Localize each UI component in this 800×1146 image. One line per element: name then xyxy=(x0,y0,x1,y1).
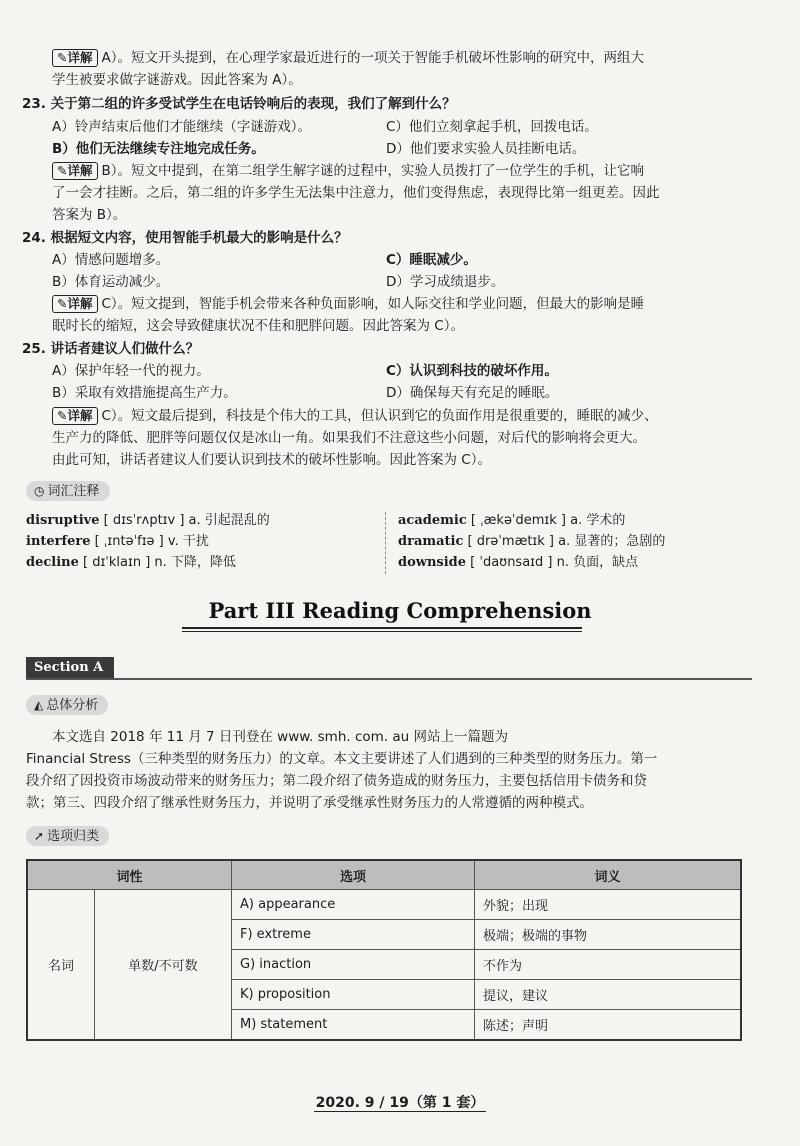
subtype-cell: 单数/不可数 xyxy=(95,890,232,1041)
explain-tag: ✎详解 xyxy=(52,295,98,313)
meaning-cell: 不作为 xyxy=(475,950,742,980)
q25-option-c: C）认识到科技的破坏作用。 xyxy=(386,363,558,379)
vocab-item: downside [ ˈdaʊnsaɪd ] n. 负面，缺点 xyxy=(398,555,639,570)
meaning-cell: 极端；极端的事物 xyxy=(475,920,742,950)
explain-tag: ✎详解 xyxy=(52,49,98,67)
options-table xyxy=(26,859,742,1041)
vocab-item: academic [ ˌækəˈdemɪk ] a. 学术的 xyxy=(398,513,626,528)
q24-option-c: C）睡眠减少。 xyxy=(386,252,477,268)
q25-option-b: B）采取有效措施提高生产力。 xyxy=(52,385,237,401)
q23-option-b: B）他们无法继续专注地完成任务。 xyxy=(52,141,265,157)
vocab-item: disruptive [ dɪsˈrʌptɪv ] a. 引起混乱的 xyxy=(26,513,270,528)
title-rule xyxy=(182,627,582,629)
title-rule-thin xyxy=(182,631,582,632)
option-cell: M) statement xyxy=(232,1010,475,1041)
options-header: ➚ 选项归类 xyxy=(26,826,109,846)
meaning-cell: 提议，建议 xyxy=(475,980,742,1010)
section-label: Section A xyxy=(26,657,114,679)
q25-explain-line-1: ✎详解 C）。短文最后提到，科技是个伟大的工具，但认识到它的负面作用是很重要的，睡眠的减少、 xyxy=(52,406,752,426)
table-header-row xyxy=(27,860,741,890)
arrow-icon: ➚ xyxy=(34,829,45,843)
page-footer xyxy=(0,1092,800,1112)
table-row xyxy=(27,890,741,920)
option-cell: G) inaction xyxy=(232,950,475,980)
option-cell: A) appearance xyxy=(232,890,475,920)
vocab-item: dramatic [ drəˈmætɪk ] a. 显著的；急剧的 xyxy=(398,534,666,549)
vocab-item: interfere [ ˌɪntəˈfɪə ] v. 干扰 xyxy=(26,534,209,549)
meaning-cell: 陈述；声明 xyxy=(475,1010,742,1041)
q25-explain-line-3: 由此可知，讲话者建议人们要认识到技术的破坏性影响。因此答案为 C）。 xyxy=(52,452,491,468)
q23-title: 23. 关于第二组的许多受试学生在电话铃响后的表现，我们了解到什么？ xyxy=(22,96,456,112)
option-cell: F) extreme xyxy=(232,920,475,950)
q24-title: 24. 根据短文内容，使用智能手机最大的影响是什么？ xyxy=(22,230,348,246)
q23-explain-line-2: 了一会才挂断。之后，第二组的许多学生无法集中注意力，他们变得焦虑，表现得比第一组更差。因此 xyxy=(52,185,660,201)
vocab-divider xyxy=(385,512,386,574)
vocab-item: decline [ dɪˈklaɪn ] n. 下降，降低 xyxy=(26,555,236,570)
option-cell: K) proposition xyxy=(232,980,475,1010)
q25-explain-line-2: 生产力的降低、肥胖等问题仅仅是冰山一角。如果我们不注意这些小问题，对后代的影响将会更大。 xyxy=(52,430,646,446)
vocab-header: ◷ 词汇注释 xyxy=(26,481,110,501)
explain-tag: ✎详解 xyxy=(52,407,98,425)
q24-explain-line-1: ✎详解 C）。短文提到，智能手机会带来各种负面影响，如人际交往和学业问题，但最大的影响是睡 xyxy=(52,294,752,314)
analysis-line-2: Financial Stress（三种类型的财务压力）的文章。本文主要讲述了人们遇到的三种类型的财务压力。第一 xyxy=(26,751,658,767)
q23-explain-line-3: 答案为 B）。 xyxy=(52,207,127,223)
header-option: 选项 xyxy=(232,860,475,890)
q22-explain-line-2: 学生被要求做字谜游戏。因此答案为 A）。 xyxy=(52,72,302,88)
section-rule xyxy=(26,678,752,680)
q25-title: 25. 讲话者建议人们做什么？ xyxy=(22,341,200,357)
q24-option-b: B）体育运动减少。 xyxy=(52,274,170,290)
header-meaning: 词义 xyxy=(475,860,742,890)
clock-icon: ◷ xyxy=(34,484,45,498)
q23-option-d: D）他们要求实验人员挂断电话。 xyxy=(386,141,586,157)
q23-option-a: A）铃声结束后他们才能继续（字谜游戏）。 xyxy=(52,119,311,135)
analysis-line-3: 段介绍了因投资市场波动带来的财务压力；第二段介绍了债务造成的财务压力，主要包括信用卡债务和贷 xyxy=(26,773,647,789)
part-title: Part III Reading Comprehension xyxy=(208,598,592,623)
q25-option-d: D）确保每天有充足的睡眠。 xyxy=(386,385,559,401)
pos-cell: 名词 xyxy=(27,890,95,1041)
q23-explain-line-1: ✎详解 B）。短文中提到，在第二组学生解字谜的过程中，实验人员拨打了一位学生的手机，让它响 xyxy=(52,161,752,181)
footer-text: 2020. 9 / 19（第 1 套） xyxy=(315,1095,485,1111)
q24-option-d: D）学习成绩退步。 xyxy=(386,274,505,290)
header-pos: 词性 xyxy=(27,860,232,890)
q23-option-c: C）他们立刻拿起手机，回拨电话。 xyxy=(386,119,598,135)
q24-option-a: A）情感问题增多。 xyxy=(52,252,170,268)
analysis-line-4: 款；第三、四段介绍了继承性财务压力，并说明了承受继承性财务压力的人常遵循的两种模式。 xyxy=(26,795,593,811)
meaning-cell: 外貌；出现 xyxy=(475,890,742,920)
q24-explain-line-2: 眠时长的缩短，这会导致健康状况不佳和肥胖问题。因此答案为 C）。 xyxy=(52,318,464,334)
explain-tag: ✎详解 xyxy=(52,162,98,180)
analysis-header: ◭ 总体分析 xyxy=(26,695,108,715)
q25-option-a: A）保护年轻一代的视力。 xyxy=(52,363,210,379)
q22-explain-line-1: ✎详解 A）。短文开头提到，在心理学家最近进行的一项关于智能手机破坏性影响的研究中，两组大 xyxy=(52,48,752,68)
triangle-icon: ◭ xyxy=(34,698,44,712)
analysis-line-1: 本文选自 2018 年 11 月 7 日刊登在 www. smh. com. au 网站上一篇题为 xyxy=(52,729,508,745)
